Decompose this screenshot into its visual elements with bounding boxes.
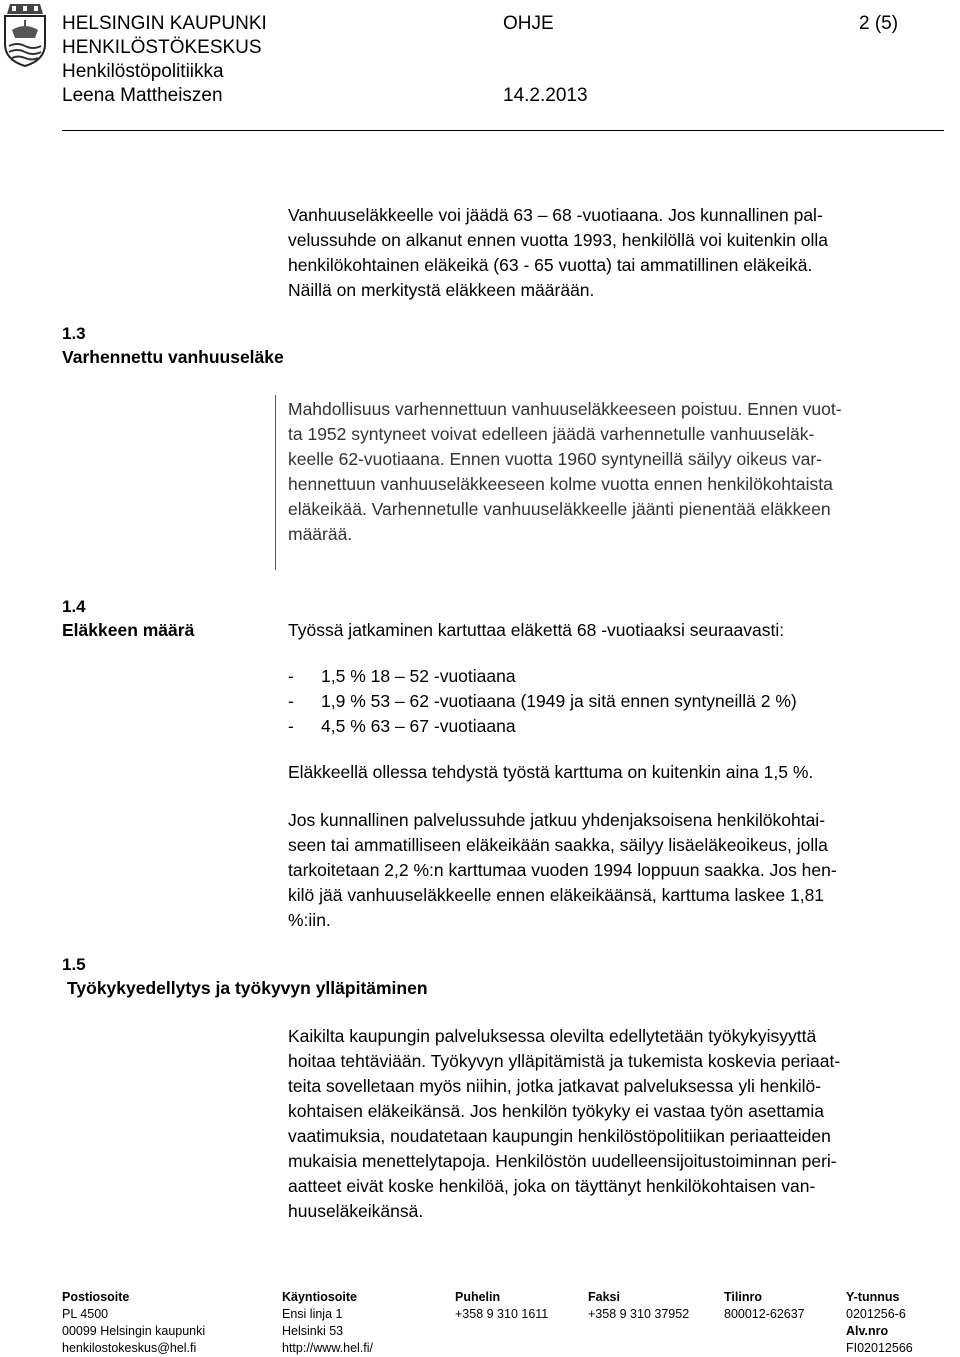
- section-number-1-3: 1.3: [62, 324, 86, 343]
- list-bullet: -: [288, 666, 294, 686]
- author-name: Leena Mattheiszen: [62, 85, 223, 106]
- paragraph-line: seen tai ammatilliseen eläkeikään saakka, säilyy lisäeläkeoikeus, jolla: [288, 835, 828, 855]
- footer-label: Puhelin: [455, 1290, 501, 1304]
- list-item: [288, 689, 948, 714]
- footer-visiting-address: [282, 1289, 373, 1357]
- intro-paragraph: [288, 203, 948, 303]
- list-item-text: 4,5 % 63 – 67 -vuotiaana: [321, 716, 516, 736]
- document-date: 14.2.2013: [503, 85, 588, 106]
- list-bullet: -: [288, 691, 294, 711]
- paragraph-line: mukaisia menettelytapoja. Henkilöstön uudelleensijoitustoiminnan peri-: [288, 1151, 837, 1171]
- paragraph-line: hennettuun vanhuuseläkkeeseen kolme vuotta ennen henkilökohtaista: [288, 474, 833, 494]
- section-1-4-note: Eläkkeellä ollessa tehdystä työstä karttuma on kuitenkin aina 1,5 %.: [288, 762, 814, 782]
- header-divider: [62, 130, 944, 131]
- section-number-1-4: 1.4: [62, 597, 86, 616]
- footer-value: Ensi linja 1: [282, 1307, 343, 1321]
- footer-value: Helsinki 53: [282, 1324, 344, 1338]
- list-bullet: -: [288, 716, 294, 736]
- helsinki-crest-icon: [2, 2, 48, 68]
- section-title-1-5: Työkykyedellytys ja työkyvyn ylläpitäminen: [67, 978, 428, 998]
- footer-value: 0201256-6: [846, 1307, 906, 1321]
- paragraph-line: hoitaa tehtäviään. Työkyvyn ylläpitämistä ja tukemista koskevia periaat-: [288, 1051, 841, 1071]
- paragraph-line: teita sovelletaan myös niihin, jotka jatkavat palveluksessa yli henkilö-: [288, 1076, 822, 1096]
- footer-label: Y-tunnus: [846, 1290, 900, 1304]
- section-1-4-paragraph: [288, 808, 948, 933]
- intro-line: henkilökohtainen eläkeikä (63 - 65 vuotta) tai ammatillinen eläkeikä.: [288, 255, 813, 275]
- paragraph-line: keelle 62-vuotiaana. Ennen vuotta 1960 syntyneillä säilyy oikeus var-: [288, 449, 823, 469]
- footer-value: FI02012566: [846, 1341, 913, 1355]
- list-item: [288, 714, 948, 739]
- document-type: OHJE: [503, 13, 554, 34]
- footer-value: +358 9 310 37952: [588, 1307, 690, 1321]
- paragraph-line: määrää.: [288, 524, 353, 544]
- accrual-list: [288, 664, 948, 739]
- footer-website-link[interactable]: http://www.hel.fi/: [282, 1341, 374, 1355]
- paragraph-line: Mahdollisuus varhennettuun vanhuuseläkkeeseen poistuu. Ennen vuot-: [288, 399, 842, 419]
- paragraph-line: Jos kunnallinen palvelussuhde jatkuu yhdenjaksoisena henkilökohtai-: [288, 810, 826, 830]
- footer-label: Käyntiosoite: [282, 1290, 358, 1304]
- footer-label: Alv.nro: [846, 1324, 889, 1338]
- footer-account: [724, 1289, 805, 1323]
- section-1-3-paragraph: [288, 397, 948, 547]
- footer-label: Faksi: [588, 1290, 620, 1304]
- paragraph-line: ta 1952 syntyneet voivat edelleen jäädä varhennetulle vanhuuseläk-: [288, 424, 815, 444]
- paragraph-line: kilö jää vanhuuseläkkeelle ennen eläkeikäänsä, karttuma laskee 1,81: [288, 885, 825, 905]
- footer-label: Tilinro: [724, 1290, 762, 1304]
- org-unit: Henkilöstöpolitiikka: [62, 61, 224, 82]
- section-1-5-paragraph: [288, 1024, 948, 1224]
- footer-email-link[interactable]: henkilostokeskus@hel.fi: [62, 1341, 197, 1355]
- list-item: [288, 664, 948, 689]
- list-item-text: 1,9 % 53 – 62 -vuotiaana (1949 ja sitä ennen syntyneillä 2 %): [321, 691, 797, 711]
- section-title-1-3: Varhennettu vanhuuseläke: [62, 347, 284, 367]
- footer-value: 800012-62637: [724, 1307, 805, 1321]
- paragraph-line: aatteet eivät koske henkilöä, joka on täyttänyt henkilökohtaisen van-: [288, 1176, 816, 1196]
- footer-business-id: [846, 1289, 913, 1357]
- paragraph-line: %:iin.: [288, 910, 331, 930]
- paragraph-line: huuseläkeikänsä.: [288, 1201, 424, 1221]
- footer-label: Postiosoite: [62, 1290, 130, 1304]
- intro-line: velussuhde on alkanut ennen vuotta 1993, henkilöllä voi kuitenkin olla: [288, 230, 828, 250]
- footer-phone: [455, 1289, 548, 1323]
- page-number: 2 (5): [859, 13, 899, 34]
- paragraph-line: kohtaisen eläkeikänsä. Jos henkilön työkyky ei vastaa työn asettamia: [288, 1101, 824, 1121]
- footer-fax: [588, 1289, 689, 1323]
- paragraph-line: tarkoitetaan 2,2 %:n karttumaa vuoden 1994 loppuun saakka. Jos hen-: [288, 860, 837, 880]
- intro-line: Näillä on merkitystä eläkkeen määrään.: [288, 280, 595, 300]
- intro-line: Vanhuuseläkkeelle voi jäädä 63 – 68 -vuotiaana. Jos kunnallinen pal-: [288, 205, 823, 225]
- org-name: HELSINGIN KAUPUNKI: [62, 13, 267, 34]
- paragraph-line: Kaikilta kaupungin palveluksessa olevilta edellytetään työkykyisyyttä: [288, 1026, 817, 1046]
- change-bar: [275, 395, 276, 570]
- section-title-1-4: Eläkkeen määrä: [62, 620, 195, 640]
- section-1-4-lead: Työssä jatkaminen kartuttaa eläkettä 68 -vuotiaaksi seuraavasti:: [288, 620, 785, 640]
- org-department: HENKILÖSTÖKESKUS: [62, 37, 262, 58]
- list-item-text: 1,5 % 18 – 52 -vuotiaana: [321, 666, 516, 686]
- footer-value: +358 9 310 1611: [455, 1307, 549, 1321]
- paragraph-line: vaatimuksia, noudatetaan kaupungin henkilöstöpolitiikan periaatteiden: [288, 1126, 831, 1146]
- footer-value: PL 4500: [62, 1307, 109, 1321]
- section-number-1-5: 1.5: [62, 955, 86, 974]
- footer-postal-address: [62, 1289, 205, 1357]
- footer-value: 00099 Helsingin kaupunki: [62, 1324, 206, 1338]
- paragraph-line: eläkeikää. Varhennetulle vanhuuseläkkeelle jäänti pienentää eläkkeen: [288, 499, 831, 519]
